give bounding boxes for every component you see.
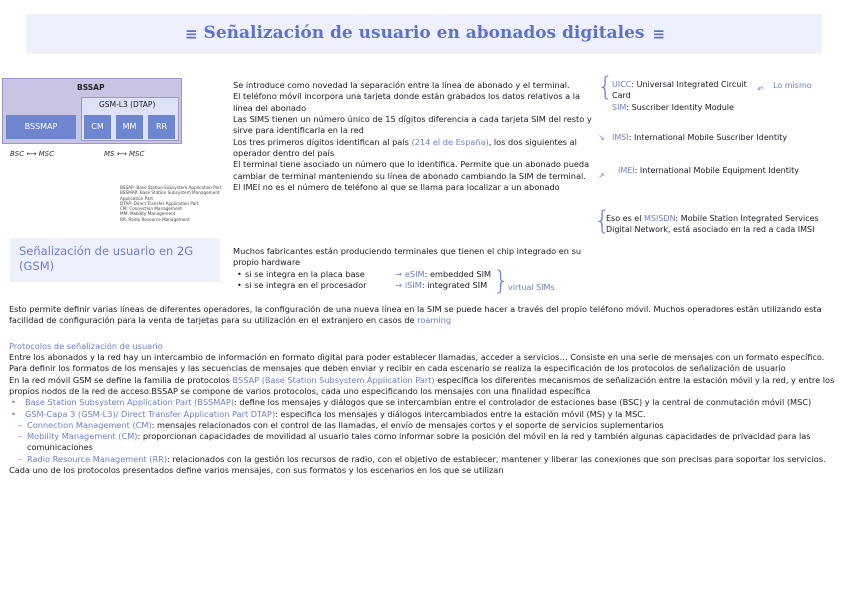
arrow-right-icon: → <box>395 279 402 290</box>
diagram-ms-msc: MS ⟷ MSC <box>104 150 145 158</box>
list-item: – Connection Management (CM): mensajes relacionados con el control de las llamadas, el envío de mensajes cortos y el soporte de servicios suplementarios <box>9 420 839 431</box>
list-item: – Mobility Management (CM): proporcionan capacidades de movilidad al usuario tales como informar sobre la posición del móvil en la red y también algunas capacidades de privacidad para las comunicaciones <box>9 431 839 454</box>
diagram-bsc-msc: BSC ⟷ MSC <box>10 150 54 158</box>
section-heading-box <box>10 238 220 282</box>
virtual-sims-label: virtual SIMs <box>508 283 555 292</box>
title-decoration-right-icon: ≡ <box>652 24 664 43</box>
legend-item: MM: Mobility Management <box>120 211 176 217</box>
body-paragraph: En la red móvil GSM se define la familia de protocolos BSSAP (Base Station Subsystem Application Part) especifica los diferentes mecanismos de señalización entre la estación móvil y la red, y entre los propios nodos de la red de acceso.BSSAP se compone de varios protocolos, cada uno especificando los mensajes con una finalidad específica <box>9 374 835 396</box>
section-heading: Señalización de usuario en 2G (GSM) <box>19 244 194 273</box>
note-uicc: UICC: Universal Integrated Circuit Card <box>612 80 747 101</box>
intro-line: Los tres primeros dígitos identifican al país (214 el de España), los dos siguientes al operador dentro del país <box>233 136 577 158</box>
legend-item: RR: Radio Resource Management <box>120 216 190 222</box>
title-band <box>26 14 822 54</box>
legend-item: BSSAP: Base Station Subsystem Application Part <box>120 185 222 190</box>
intro-column <box>233 80 593 193</box>
list-item: • si se integra en la placa base → eSIM : embedded SIM <box>237 268 492 279</box>
diagram-cm-box: CM <box>84 115 111 139</box>
note-imsi: IMSI: International Mobile Suscriber Identity <box>612 133 788 142</box>
note-imei: IMEI: International Mobile Equipment Identity <box>618 166 799 175</box>
note-arrow-imsi-icon: ↘ <box>598 133 605 142</box>
note-arrow-same-icon: ↶ <box>757 85 764 94</box>
main-body <box>9 304 839 476</box>
note-same: Lo mismo <box>773 81 812 90</box>
spain-code: (214 el de España) <box>411 136 489 147</box>
legend-item: CM: Connection Management <box>120 206 182 211</box>
list-item: • Base Station Subsystem Application Part (BSSMAP): define los mensajes y diálogos que se intercambian entre el controlador de estaciones base (BSC) y la central de conmutación móvil (MSC) <box>9 397 839 408</box>
list-item: • si se integra en el procesador → iSIM : integrated SIM <box>237 279 488 290</box>
notes-brace-sim: { <box>597 72 614 102</box>
note-arrow-imei-icon: ↗ <box>598 171 605 180</box>
note-msisdn: Eso es el MSISDN: Mobile Station Integrated Services Digital Network, está asociado en la red a cada IMSI <box>606 214 819 235</box>
legend-item: BSSMAP: Base Station Subsystem Management Application Part <box>120 190 220 201</box>
diagram-bssap-label: BSSAP <box>77 83 105 92</box>
list-item: – Radio Resource Management (RR): relacionados con la gestión los recursos de radio, con el objetivo de establecer, mantener y liberar las conexiones que son precisas para soportar los servicios. <box>9 454 839 465</box>
body-paragraph: Entre los abonados y la red hay un intercambio de información en formato digital para poder establecer llamadas, acceder a servicios… Consiste en una serie de mensajes con un formato específico. Para definir los formatos de los mensajes y las secuencias de mensajes que deben enviar y recibir en cada escenario se realiza la especificación de los protocolos de señalización de usuario <box>9 351 825 374</box>
notes-brace-msisdn: { <box>594 206 611 236</box>
list-item: • GSM-Capa 3 (GSM-L3)/ Direct Transfer Application Part DTAP): especifica los mensajes y diálogos intercambiados entre la estación móvil (MS) y la MSC. <box>9 409 839 420</box>
virtual-brace: } <box>493 266 510 296</box>
note-sim: SIM: Suscriber Identity Module <box>612 103 734 112</box>
body-paragraph: Esto permite definir varias líneas de diferentes operadores, la configuración de una nueva línea en la SIM se puede hacer a través del propio teléfono móvil. Muchos operadores están utilizando esta facilidad de configuración para la venta de tarjetas para su utilización en el extranjero en casos de roaming <box>9 304 822 326</box>
diagram-legend <box>120 185 230 222</box>
page-title: Señalización de usuario en abonados digitales <box>203 23 645 44</box>
intro-line: Las SIMS tienen un número único de 15 dígitos diferencia a cada tarjeta SIM del resto y sirve para identificarla en la red <box>233 113 592 136</box>
diagram-rr-box: RR <box>148 115 175 139</box>
arrow-right-icon: → <box>395 268 402 279</box>
body-paragraph: Cada uno de los protocolos presentados define varios mensajes, con sus formatos y los escenarios en los que se utilizan <box>9 465 504 476</box>
intro-line: Se introduce como novedad la separación entre la línea de abonado y el terminal. <box>233 80 570 90</box>
title-decoration-left-icon: ≡ <box>184 24 196 43</box>
intro-line: El IMEI no es el número de teléfono al que se llama para localizar a un abonado <box>233 181 560 192</box>
legend-item: DTAP: Direct Transfer Application Part <box>120 200 199 206</box>
intro-line: El terminal tiene asociado un número que lo identifica. Permite que un abonado pueda cambiar de terminal manteniendo su línea de abonado cambiando la SIM de terminal. <box>233 159 590 181</box>
diagram-dtap-label: GSM-L3 (DTAP) <box>99 100 156 109</box>
diagram-bssmap-box: BSSMAP <box>6 115 76 139</box>
subheading-protocols: Protocolos de señalización de usuario <box>9 340 163 351</box>
diagram-mm-box: MM <box>116 115 143 139</box>
bssap-diagram <box>2 78 182 144</box>
manufacturers-text: Muchos fabricantes están produciendo terminales que tienen el chip integrado en su propio hardware <box>233 246 582 268</box>
intro-line: El teléfono móvil incorpora una tarjeta donde están grabados los datos relativos a la línea del abonado <box>233 91 581 113</box>
